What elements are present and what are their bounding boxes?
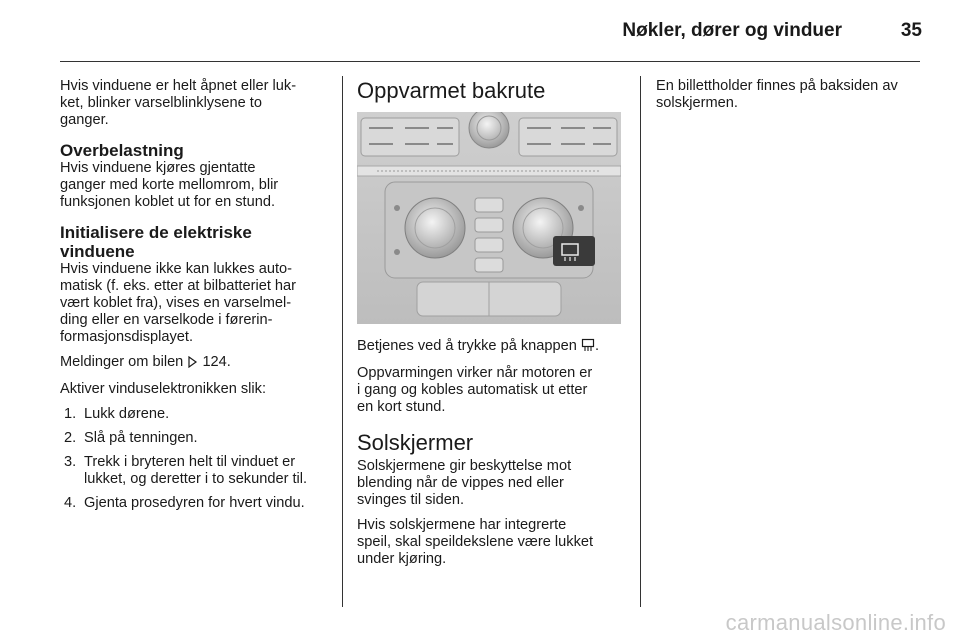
messages-ref-paragraph — [60, 354, 332, 373]
step-number: 1. — [64, 406, 77, 422]
step-number: 3. — [64, 454, 77, 470]
operate-end: . — [594, 338, 599, 354]
operate-text: Betjenes ved å trykke på knappen — [357, 338, 577, 354]
sun-visors-heading: Solskjermer — [357, 430, 474, 455]
list-item — [60, 454, 332, 488]
page-header — [0, 0, 960, 62]
column-divider-1 — [342, 76, 343, 607]
overload-paragraph: Hvis vinduene kjøres gjentatte ganger med korte mellomrom, blir funksjonen koblet ut for en stund. — [60, 160, 279, 210]
step-text: Slå på tenningen. — [84, 430, 198, 446]
operate-paragraph — [357, 338, 633, 357]
ticket-holder-paragraph: En billettholder finnes på baksiden av solskjermen. — [656, 78, 898, 111]
rear-window-heading: Oppvarmet bakrute — [357, 78, 546, 103]
sun-visors-paragraph: Solskjermene gir beskyttelse mot blending når de vippes ned eller svinges til siden. — [357, 458, 572, 508]
column-3 — [656, 78, 926, 120]
overload-heading: Overbelastning — [60, 141, 184, 160]
right-arrow-outline-icon — [187, 356, 198, 373]
step-number: 2. — [64, 430, 77, 446]
list-item — [60, 430, 332, 447]
step-text: Gjenta prosedyren for hvert vindu. — [84, 495, 305, 511]
column-1 — [60, 78, 332, 519]
step-text: Trekk i bryteren helt til vinduet er lukket, og deretter i to sekunder til. — [84, 454, 308, 487]
steps-list — [60, 406, 332, 512]
init-paragraph: Hvis vinduene ikke kan lukkes auto- matisk (f. eks. etter at bilbatteriet har vært koblet fra), vises en varselmel- ding eller en varselkode i førerin- formasjonsdisplayet. — [60, 261, 297, 345]
intro-paragraph: Hvis vinduene er helt åpnet eller luk- ket, blinker varselblinklysene to ganger. — [60, 78, 297, 128]
activate-paragraph: Aktiver vinduselektronikken slik: — [60, 381, 267, 397]
header-rule — [60, 61, 920, 62]
step-text: Lukk dørene. — [84, 406, 170, 422]
header-title: Nøkler, dører og vinduer — [622, 20, 842, 41]
column-divider-2 — [640, 76, 641, 607]
page-number: 35 — [900, 20, 922, 41]
init-heading: Initialisere de elektriske vinduene — [60, 223, 252, 261]
heating-paragraph: Oppvarmingen virker når motoren er i gang og kobles automatisk ut etter en kort stund. — [357, 365, 593, 415]
control-panel-illustration — [357, 112, 621, 324]
list-item — [60, 406, 332, 423]
messages-ref-page: 124. — [202, 354, 231, 370]
messages-ref-text: Meldinger om bilen — [60, 354, 184, 370]
mirror-paragraph: Hvis solskjermene har integrerte speil, skal speildekslene være lukket under kjøring. — [357, 517, 594, 567]
step-number: 4. — [64, 495, 77, 511]
list-item — [60, 495, 332, 512]
column-2 — [357, 78, 633, 576]
watermark: carmanualsonline.info — [725, 610, 946, 635]
rear-window-heater-icon — [581, 338, 595, 357]
